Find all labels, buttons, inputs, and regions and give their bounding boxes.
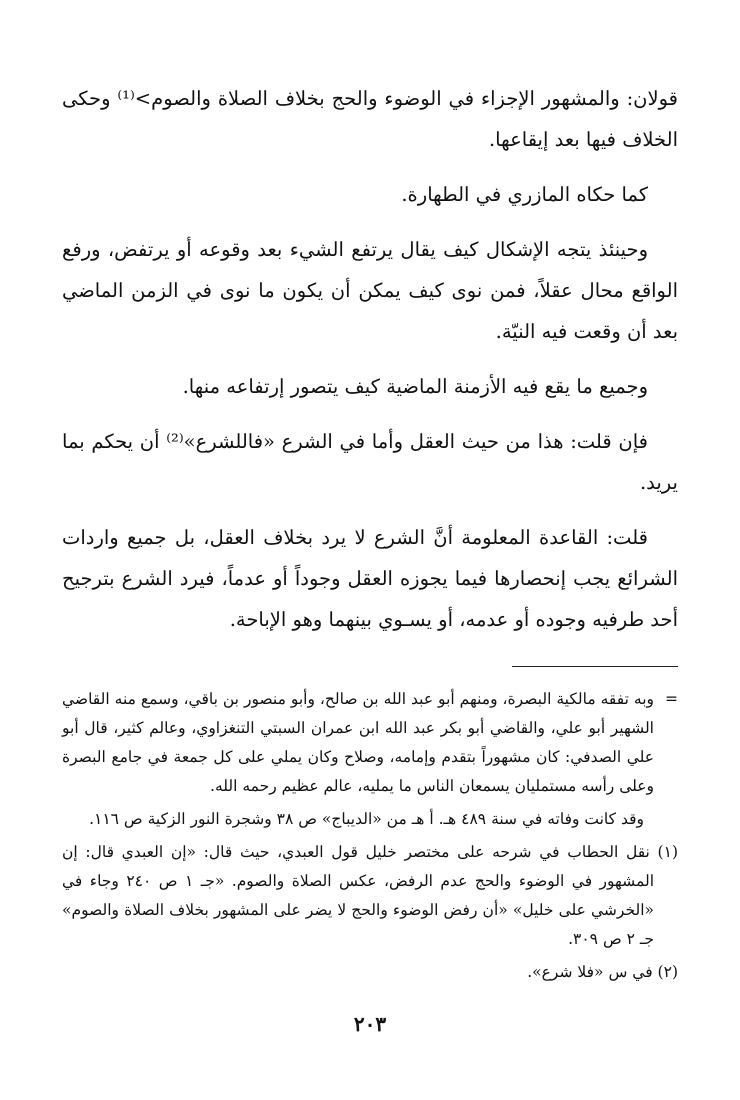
page-number: ٢٠٣ (353, 1012, 387, 1036)
footnote-2: (٢) في س «فلا شرع». (527, 963, 678, 981)
continuation-marker: = (665, 690, 678, 708)
footnote-1: (١) نقل الحطاب في شرحه على مختصر خليل قول العبدي، حيث قال: «إن العبدي قال: إن المشهور في الوضوء والحج عدم الرفض، عكس الصلاة والصوم. «جـ ١ ص ٢٤٠ وجاء في «الخرشي على خليل» «أن رفض الوضوء والحج لا يضر على المشهور بخلاف الصلاة والصوم» جـ ٢ ص ٣٠٩. (62, 843, 678, 948)
footnote-continuation (62, 685, 678, 801)
paragraph-6: قلت: القاعدة المعلومة أنَّ الشرع لا يرد بخلاف العقل، بل جميع واردات الشرائع يجب إنحصارها فيما يجوزه العقل وجوداً أو عدماً، فيرد الشرع بترجيح أحد طرفيه وجوده أو عدمه، أو يسـوي بينهما وهو الإباحة. (62, 526, 678, 631)
footnote-divider (512, 666, 678, 667)
paragraph-5: فإن قلت: هذا من حيث العقل وأما في الشرع «فاللشرع»⁽²⁾ أن يحكم بما يريد. (62, 430, 678, 494)
footnote-continuation-2: وقد كانت وفاته في سنة ٤٨٩ هـ. أ هـ من «الديباج» ص ٣٨ وشجرة النور الزكية ص ١١٦. (89, 810, 644, 828)
paragraph-3: وحينئذ يتجه الإشكال كيف يقال يرتفع الشيء بعد وقوعه أو يرتفض، ورفع الواقع محال عقلاً، فمن نوى كيف يمكن أن يكون ما نوى في الزمن الماضي بعد أن وقعت فيه النيّة. (62, 238, 678, 343)
continuation-text: وبه تفقه مالكية البصرة، ومنهم أبو عبد الله بن صالح، وأبو منصور بن باقي، وسمع منه القاضي الشهير أبو علي، والقاضي أبو بكر عبد الله ابن عمران السبتي التنغزاوي، وعالم كثير، قال أبو علي الصدفي: كان مشهوراً بتقدم وإمامه، وصلاح وكان يملي على كل جمعة في جامع البصرة وعلى رأسه مستمليان يسمعان الناس ما يمليه، عالم عظيم رحمه الله. (62, 690, 654, 795)
paragraph-2: كما حكاه المازري في الطهارة. (401, 183, 648, 206)
footnotes (62, 685, 678, 987)
paragraph-4: وجميع ما يقع فيه الأزمنة الماضية كيف يتصور إرتفاعه منها. (182, 375, 648, 398)
paragraph-1: قولان: والمشهور الإجزاء في الوضوء والحج بخلاف الصلاة والصوم>⁽¹⁾ وحكى الخلاف فيها بعد إيقاعها. (62, 87, 678, 151)
main-text (62, 78, 678, 640)
